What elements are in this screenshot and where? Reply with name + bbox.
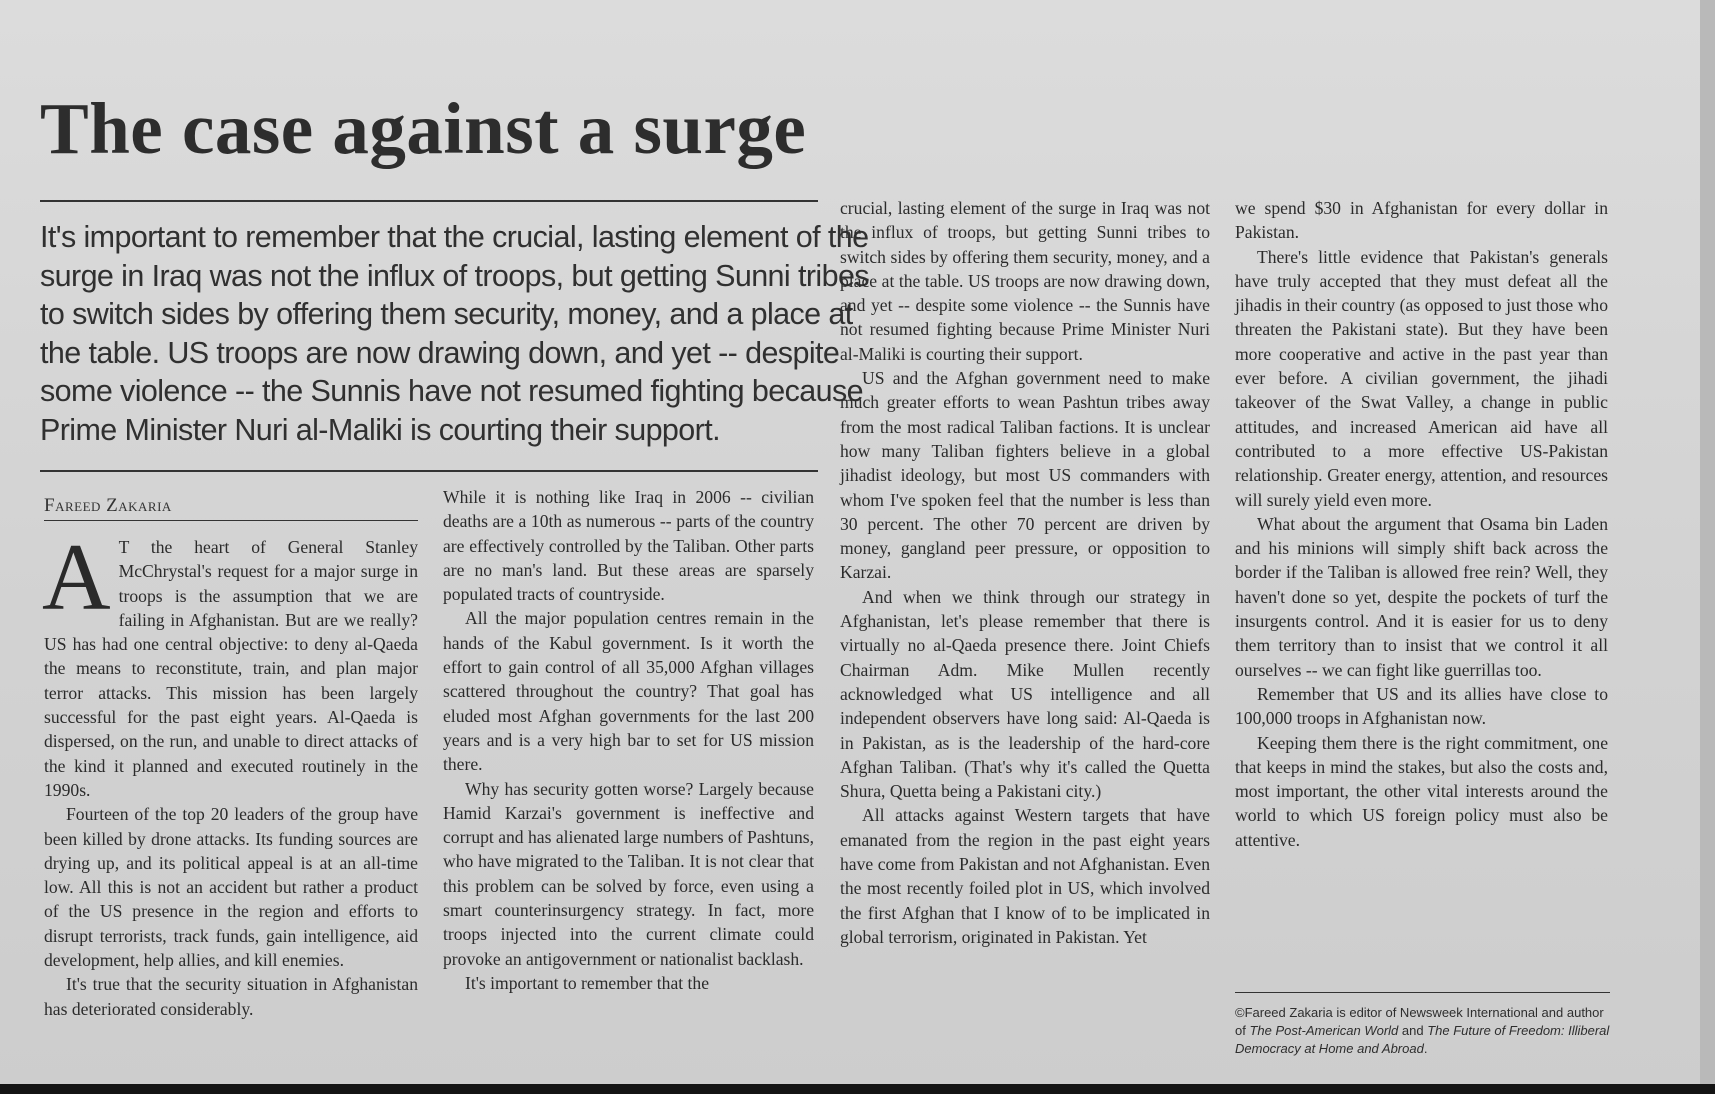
article-column-4 [1235,196,1608,852]
pull-quote-bottom-rule [40,470,818,472]
paragraph: It's true that the security situation in Afghanistan has deteriorated considerably. [44,974,418,1019]
paragraph: And when we think through our strategy in Afghanistan, let's please remember that there is virtually no al-Qaeda presence there. Joint Chiefs Chairman Adm. Mike Mullen recently acknowledged what US intelligence and all independent observers have long said: Al-Qaeda is in Pakistan, as is the leadership of the hard-core Afghan Taliban. (That's why it's called the Quetta Shura, Quetta being a Pakistani city.) [840,586,1210,802]
paragraph-text: T the heart of General Stanley McChrystal's request for a major surge in troops is the assumption that we are failing in Afghanistan. But are we really? US has had one central objective: to deny al-Qaeda the means to reconstitute, train, and plan major terror attacks. This mission has been largely successful for the past eight years. Al-Qaeda is dispersed, on the run, and unable to direct attacks of the kind it planned and executed routinely in the 1990s. [44,537,418,800]
byline: Fareed Zakaria [44,495,172,516]
bio-text: ©Fareed Zakaria is editor of Newsweek International and author of [1235,1005,1604,1038]
paragraph: What about the argument that Osama bin Laden and his minions will simply shift back across the border if the Taliban is allowed free rein? Well, they haven't done so yet, despite the pockets of turf the insurgents control. And it is easier for us to deny them territory than to insist that we control it all ourselves -- we can fight like guerrillas too. [1235,513,1608,680]
paragraph: US and the Afghan government need to make much greater efforts to wean Pashtun tribes away from the most radical Taliban factions. It is unclear how many Taliban fighters believe in a global jihadist ideology, but most US commanders with whom I've spoken feel that the number is less than 30 percent. The other 70 percent are driven by money, gangland peer pressure, or opposition to Karzai. [840,368,1210,583]
page-edge-shadow [1700,0,1715,1094]
pull-quote-line: surge in Iraq was not the influx of troops, but getting Sunni tribes [40,258,869,293]
paragraph: Remember that US and its allies have close to 100,000 troops in Afghanistan now. [1235,683,1608,729]
bio-rule [1235,992,1610,993]
paragraph: It's important to remember that the [465,972,710,993]
paragraph: All the major population centres remain in the hands of the Kabul government. Is it worth the effort to gain control of all 35,000 Afghan villages scattered throughout the country? That goal has eluded most Afghan governments for the last 200 years and is a very high bar to set for US mission there. [443,608,814,775]
paragraph: crucial, lasting element of the surge in Iraq was not the influx of troops, but getting Sunni tribes to switch sides by offering them security, money, and a place at the table. US troops are now drawing down, and yet -- despite some violence -- the Sunnis have not resumed fighting because Prime Minister Nuri al-Maliki is courting their support. [840,198,1210,364]
bio-text: . [1423,1041,1428,1056]
article-column-3 [840,196,1210,949]
page-bottom-border [0,1084,1715,1094]
byline-rule [44,520,418,521]
paragraph: Keeping them there is the right commitment, one that keeps in mind the stakes, but also the costs and, most important, the other vital interests around the world to which US foreign policy must also be attentive. [1235,732,1608,850]
paragraph: All attacks against Western targets that have emanated from the region in the past eight years have come from Pakistan and not Afghanistan. Even the most recently foiled plot in US, which involved the first Afghan that I know of to be implicated in global terrorism, originated in Pakistan. Yet [840,805,1210,947]
pull-quote-line: some violence -- the Sunnis have not resumed fighting because [40,374,863,408]
book-title: The Post-American World [1249,1023,1399,1038]
article-column-2 [443,485,814,995]
paragraph: While it is nothing like Iraq in 2006 -- civilian deaths are a 10th as numerous -- parts of the country are effectively controlled by the Taliban. Other parts are no man's land. But these areas are sparsely populated tracts of countryside. [443,487,814,605]
paragraph: Why has security gotten worse? Largely because Hamid Karzai's government is ineffective and corrupt and has alienated large numbers of Pashtuns, who have migrated to the Taliban. It is not clear that this problem can be solved by force, even using a smart counterinsurgency strategy. In fact, more troops injected into the current climate could provoke an antigovernment or nationalist backlash. [443,778,814,969]
pull-quote [40,218,869,449]
pull-quote-line: the table. US troops are now drawing down, and yet -- despite [40,335,840,370]
author-bio [1235,1004,1610,1058]
pull-quote-top-rule [40,200,818,202]
pull-quote-line: Prime Minister Nuri al-Maliki is courting their support. [40,412,720,447]
paragraph: There's little evidence that Pakistan's generals have truly accepted that they must defeat all the jihadis in their country (as opposed to just those who threaten the Pakistani state). But they have been more cooperative and active in the past year than ever before. A civilian government, the jihadi takeover of the Swat Valley, a change in public attitudes, and increased American aid have all contributed to a more effective US-Pakistan relationship. Greater energy, attention, and resources will surely yield even more. [1235,246,1608,510]
drop-cap: A [42,524,111,630]
paragraph [42,524,418,802]
book-title: The Future of Freedom: Illiberal Democracy at Home and Abroad [1235,1023,1610,1056]
headline: The case against a surge [40,87,807,169]
paragraph: Fourteen of the top 20 leaders of the group have been killed by drone attacks. Its funding sources are drying up, and its political appeal is at an all-time low. All this is not an accident but rather a product of the US presence in the region and efforts to disrupt terrorists, track funds, gain intelligence, aid development, help allies, and kill enemies. [44,804,418,971]
pull-quote-line: It's important to remember that the crucial, lasting element of the [40,220,869,254]
article-column-1 [42,524,418,1021]
paragraph: we spend $30 in Afghanistan for every dollar in Pakistan. [1235,198,1608,243]
pull-quote-line: to switch sides by offering them security, money, and a place at [40,297,853,331]
bio-text: and [1398,1023,1428,1038]
